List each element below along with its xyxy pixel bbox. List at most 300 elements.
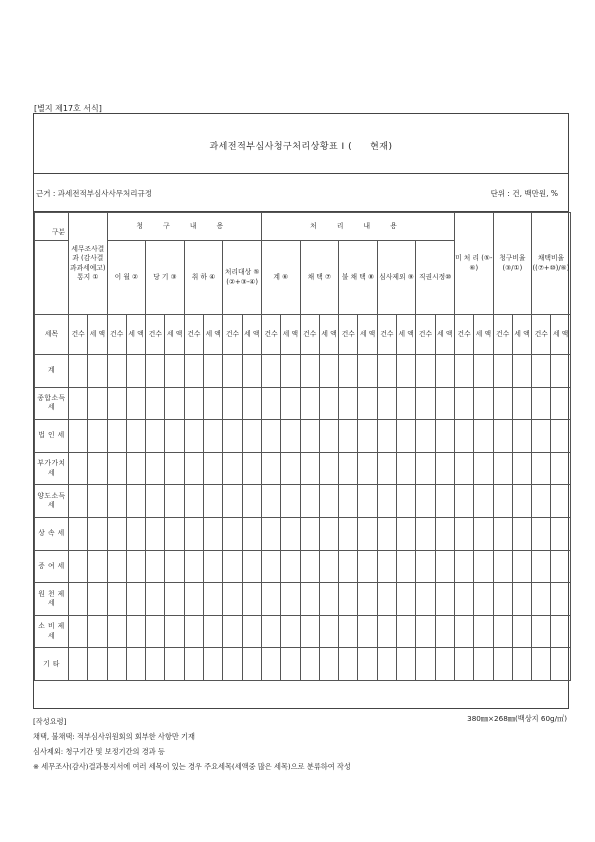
data-cell[interactable] [512,485,531,518]
process-col-header: 직권시정⑩ [416,241,455,315]
data-cell[interactable] [107,387,126,420]
data-cell[interactable] [377,452,396,485]
data-cell[interactable] [416,583,435,616]
data-cell[interactable] [454,387,473,420]
data-cell[interactable] [377,420,396,453]
data-cell[interactable] [204,648,223,681]
data-cell[interactable] [435,517,454,550]
data-cell[interactable] [532,485,551,518]
data-cell[interactable] [261,615,280,648]
data-cell[interactable] [377,648,396,681]
data-cell[interactable] [146,355,165,388]
data-cell[interactable] [242,452,261,485]
row-label: 법 인 세 [35,420,69,453]
data-cell[interactable] [339,648,358,681]
data-cell[interactable] [223,387,242,420]
data-cell[interactable] [319,485,338,518]
data-cell[interactable] [69,485,88,518]
data-cell[interactable] [319,550,338,583]
count-col-header: 건수 [261,315,280,355]
data-cell[interactable] [358,583,377,616]
data-cell[interactable] [339,550,358,583]
data-cell[interactable] [397,387,416,420]
process-col-header: 심사제외 ⑨ [377,241,416,315]
data-cell[interactable] [223,583,242,616]
amount-col-header: 세 액 [126,315,145,355]
data-cell[interactable] [416,452,435,485]
data-cell[interactable] [184,387,203,420]
data-cell[interactable] [107,583,126,616]
data-cell[interactable] [532,387,551,420]
data-cell[interactable] [204,517,223,550]
data-cell[interactable] [204,615,223,648]
data-cell[interactable] [474,615,493,648]
data-cell[interactable] [165,387,184,420]
data-cell[interactable] [319,517,338,550]
data-cell[interactable] [204,420,223,453]
data-cell[interactable] [532,355,551,388]
paper-spec: 380㎜×268㎜(백상지 60g/㎡) [467,714,567,723]
data-cell[interactable] [358,452,377,485]
data-cell[interactable] [281,517,300,550]
data-cell[interactable] [416,517,435,550]
data-cell[interactable] [358,387,377,420]
data-cell[interactable] [223,648,242,681]
data-cell[interactable] [493,550,512,583]
data-cell[interactable] [300,648,319,681]
data-cell[interactable] [493,387,512,420]
data-cell[interactable] [397,355,416,388]
data-cell[interactable] [107,648,126,681]
data-cell[interactable] [261,550,280,583]
data-cell[interactable] [300,583,319,616]
data-cell[interactable] [319,420,338,453]
row-label: 기 타 [35,648,69,681]
data-cell[interactable] [416,550,435,583]
instruction-note: ※ 세무조사(감사)결과통지서에 여러 세목이 있는 경우 주요세목(세액중 많은 세목)으로 분류하여 작성 [33,762,351,771]
data-cell[interactable] [126,550,145,583]
data-cell[interactable] [107,517,126,550]
data-cell[interactable] [126,485,145,518]
data-cell[interactable] [397,615,416,648]
amount-col-header: 세 액 [551,315,570,355]
data-cell[interactable] [551,550,570,583]
data-cell[interactable] [223,420,242,453]
data-cell[interactable] [184,517,203,550]
data-cell[interactable] [242,615,261,648]
data-cell[interactable] [300,452,319,485]
data-cell[interactable] [184,615,203,648]
data-cell[interactable] [204,452,223,485]
data-cell[interactable] [416,420,435,453]
data-cell[interactable] [454,420,473,453]
data-cell[interactable] [107,550,126,583]
data-cell[interactable] [300,420,319,453]
data-cell[interactable] [416,355,435,388]
data-cell[interactable] [551,615,570,648]
data-cell[interactable] [126,355,145,388]
data-cell[interactable] [184,355,203,388]
row-label: 계 [35,355,69,388]
form-title-main: 과세전적부심사청구처리상황표 I ( [209,142,353,152]
data-cell[interactable] [397,420,416,453]
data-cell[interactable] [339,355,358,388]
data-cell[interactable] [165,583,184,616]
data-cell[interactable] [551,387,570,420]
data-cell[interactable] [69,615,88,648]
data-cell[interactable] [146,452,165,485]
data-cell[interactable] [416,615,435,648]
data-cell[interactable] [358,355,377,388]
data-cell[interactable] [146,648,165,681]
data-cell[interactable] [300,517,319,550]
data-cell[interactable] [88,517,107,550]
data-cell[interactable] [146,387,165,420]
amount-col-header: 세 액 [435,315,454,355]
data-cell[interactable] [319,615,338,648]
data-cell[interactable] [454,550,473,583]
data-cell[interactable] [377,615,396,648]
data-cell[interactable] [69,648,88,681]
data-cell[interactable] [474,485,493,518]
data-cell[interactable] [358,648,377,681]
data-cell[interactable] [435,485,454,518]
data-cell[interactable] [281,485,300,518]
table-row [35,615,571,648]
data-cell[interactable] [474,648,493,681]
data-cell[interactable] [474,452,493,485]
data-cell[interactable] [319,387,338,420]
data-cell[interactable] [435,583,454,616]
data-cell[interactable] [165,452,184,485]
data-cell[interactable] [223,355,242,388]
data-cell[interactable] [397,550,416,583]
data-cell[interactable] [435,452,454,485]
data-cell[interactable] [551,452,570,485]
data-cell[interactable] [454,583,473,616]
data-cell[interactable] [493,583,512,616]
data-cell[interactable] [261,583,280,616]
data-cell[interactable] [242,583,261,616]
data-cell[interactable] [69,583,88,616]
data-cell[interactable] [377,550,396,583]
claim-ratio-header: 청구비율 (③/①) [493,213,532,315]
data-cell[interactable] [512,648,531,681]
data-cell[interactable] [184,648,203,681]
data-cell[interactable] [377,387,396,420]
data-cell[interactable] [88,615,107,648]
data-cell[interactable] [493,420,512,453]
data-cell[interactable] [377,355,396,388]
data-cell[interactable] [358,485,377,518]
data-cell[interactable] [184,550,203,583]
data-cell[interactable] [493,452,512,485]
data-cell[interactable] [319,648,338,681]
data-cell[interactable] [204,355,223,388]
data-cell[interactable] [281,355,300,388]
data-cell[interactable] [88,420,107,453]
data-cell[interactable] [242,648,261,681]
data-cell[interactable] [261,355,280,388]
data-cell[interactable] [435,648,454,681]
data-cell[interactable] [242,485,261,518]
data-cell[interactable] [281,452,300,485]
data-cell[interactable] [377,517,396,550]
data-cell[interactable] [397,452,416,485]
data-cell[interactable] [493,615,512,648]
data-cell[interactable] [69,550,88,583]
data-cell[interactable] [532,550,551,583]
data-cell[interactable] [126,420,145,453]
notice-header: 세무조사결과 (감사결과과세예고) 통지 ① [69,213,108,315]
data-cell[interactable] [397,648,416,681]
statistics-form [33,113,569,709]
data-cell[interactable] [512,420,531,453]
data-cell[interactable] [126,452,145,485]
data-cell[interactable] [339,420,358,453]
data-cell[interactable] [204,550,223,583]
data-cell[interactable] [300,485,319,518]
table-row [35,387,571,420]
data-cell[interactable] [281,583,300,616]
data-cell[interactable] [204,485,223,518]
data-cell[interactable] [165,355,184,388]
data-cell[interactable] [126,387,145,420]
data-cell[interactable] [512,452,531,485]
data-cell[interactable] [512,550,531,583]
data-cell[interactable] [358,517,377,550]
data-cell[interactable] [339,452,358,485]
data-cell[interactable] [146,615,165,648]
data-cell[interactable] [165,420,184,453]
data-cell[interactable] [474,355,493,388]
row-label: 부가가치세 [35,452,69,485]
claim-group-header: 청 구 내 용 [107,213,261,241]
data-cell[interactable] [88,387,107,420]
data-cell[interactable] [512,355,531,388]
data-cell[interactable] [281,420,300,453]
data-cell[interactable] [126,583,145,616]
data-cell[interactable] [397,485,416,518]
data-cell[interactable] [319,452,338,485]
data-cell[interactable] [88,550,107,583]
data-cell[interactable] [358,615,377,648]
data-cell[interactable] [416,485,435,518]
data-cell[interactable] [146,550,165,583]
data-cell[interactable] [416,387,435,420]
data-cell[interactable] [261,452,280,485]
data-cell[interactable] [165,550,184,583]
data-cell[interactable] [339,387,358,420]
amount-col-header: 세 액 [319,315,338,355]
data-cell[interactable] [69,420,88,453]
pending-header: 미 처 리 (⑤-⑥) [454,213,493,315]
data-cell[interactable] [261,387,280,420]
data-cell[interactable] [146,517,165,550]
gubun-header-cell [35,213,69,241]
data-cell[interactable] [204,387,223,420]
data-cell[interactable] [242,420,261,453]
amount-col-header: 세 액 [204,315,223,355]
data-cell[interactable] [551,485,570,518]
data-cell[interactable] [474,387,493,420]
data-cell[interactable] [454,452,473,485]
data-cell[interactable] [69,355,88,388]
data-cell[interactable] [88,648,107,681]
data-cell[interactable] [88,583,107,616]
data-cell[interactable] [69,387,88,420]
data-cell[interactable] [126,615,145,648]
data-cell[interactable] [165,648,184,681]
data-cell[interactable] [551,583,570,616]
data-cell[interactable] [512,517,531,550]
data-cell[interactable] [512,583,531,616]
data-cell[interactable] [532,615,551,648]
process-col-header: 채 택 ⑦ [300,241,339,315]
data-cell[interactable] [184,420,203,453]
data-cell[interactable] [493,517,512,550]
data-cell[interactable] [551,355,570,388]
data-cell[interactable] [165,517,184,550]
data-cell[interactable] [261,485,280,518]
data-cell[interactable] [377,485,396,518]
data-cell[interactable] [358,420,377,453]
data-cell[interactable] [493,648,512,681]
data-cell[interactable] [146,420,165,453]
data-cell[interactable] [416,648,435,681]
data-cell[interactable] [319,583,338,616]
data-cell[interactable] [242,550,261,583]
data-cell[interactable] [281,648,300,681]
data-cell[interactable] [300,387,319,420]
data-cell[interactable] [397,583,416,616]
data-cell[interactable] [223,452,242,485]
instruction-note: 심사제외: 청구기간 및 보정기간의 경과 등 [33,747,165,756]
data-cell[interactable] [146,583,165,616]
data-cell[interactable] [300,615,319,648]
data-cell[interactable] [551,420,570,453]
data-cell[interactable] [261,420,280,453]
data-cell[interactable] [261,517,280,550]
data-cell[interactable] [512,615,531,648]
count-col-header: 건수 [300,315,319,355]
data-cell[interactable] [223,615,242,648]
data-cell[interactable] [532,648,551,681]
unit-text: 단위 : 건, 백만원, % [490,189,558,198]
data-cell[interactable] [454,355,473,388]
data-cell[interactable] [319,355,338,388]
data-cell[interactable] [512,387,531,420]
data-cell[interactable] [532,583,551,616]
row-label: 증 여 세 [35,550,69,583]
data-cell[interactable] [88,452,107,485]
data-cell[interactable] [474,420,493,453]
data-cell[interactable] [474,517,493,550]
data-cell[interactable] [300,550,319,583]
data-cell[interactable] [281,387,300,420]
data-cell[interactable] [223,485,242,518]
data-cell[interactable] [184,485,203,518]
data-cell[interactable] [281,550,300,583]
count-col-header: 건수 [493,315,512,355]
count-col-header: 건수 [454,315,473,355]
data-cell[interactable] [474,583,493,616]
data-cell[interactable] [242,517,261,550]
data-cell[interactable] [300,355,319,388]
data-cell[interactable] [107,420,126,453]
data-cell[interactable] [435,615,454,648]
legal-basis-text: 근거 : 과세전적부심사사무처리규정 [36,189,152,198]
data-cell[interactable] [223,550,242,583]
data-cell[interactable] [551,648,570,681]
data-cell[interactable] [493,355,512,388]
data-cell[interactable] [454,485,473,518]
data-cell[interactable] [204,583,223,616]
data-cell[interactable] [281,615,300,648]
data-cell[interactable] [107,452,126,485]
data-cell[interactable] [532,420,551,453]
data-cell[interactable] [107,355,126,388]
data-cell[interactable] [69,452,88,485]
data-cell[interactable] [184,583,203,616]
claim-col-header: 당 기 ③ [146,241,185,315]
data-cell[interactable] [165,485,184,518]
data-cell[interactable] [223,517,242,550]
data-cell[interactable] [358,550,377,583]
data-cell[interactable] [88,355,107,388]
data-cell[interactable] [435,355,454,388]
amount-col-header: 세 액 [281,315,300,355]
data-cell[interactable] [339,485,358,518]
data-cell[interactable] [454,517,473,550]
data-cell[interactable] [435,420,454,453]
count-col-header: 건수 [146,315,165,355]
data-cell[interactable] [242,355,261,388]
count-col-header: 건수 [107,315,126,355]
data-cell[interactable] [454,615,473,648]
data-cell[interactable] [88,485,107,518]
data-cell[interactable] [474,550,493,583]
data-cell[interactable] [165,615,184,648]
data-cell[interactable] [242,387,261,420]
data-cell[interactable] [69,517,88,550]
data-cell[interactable] [435,387,454,420]
data-cell[interactable] [146,485,165,518]
table-row [35,485,571,518]
data-cell[interactable] [126,517,145,550]
data-cell[interactable] [184,452,203,485]
data-cell[interactable] [339,517,358,550]
data-cell[interactable] [532,517,551,550]
instructions [33,714,351,774]
data-cell[interactable] [261,648,280,681]
instructions-heading: [작성요령] [33,717,67,726]
data-cell[interactable] [454,648,473,681]
data-cell[interactable] [377,583,396,616]
amount-col-header: 세 액 [242,315,261,355]
data-cell[interactable] [107,615,126,648]
data-cell[interactable] [339,583,358,616]
count-col-header: 건수 [223,315,242,355]
data-cell[interactable] [397,517,416,550]
data-cell[interactable] [493,485,512,518]
data-cell[interactable] [107,485,126,518]
data-cell[interactable] [532,452,551,485]
data-cell[interactable] [551,517,570,550]
data-cell[interactable] [339,615,358,648]
data-cell[interactable] [435,550,454,583]
data-cell[interactable] [126,648,145,681]
